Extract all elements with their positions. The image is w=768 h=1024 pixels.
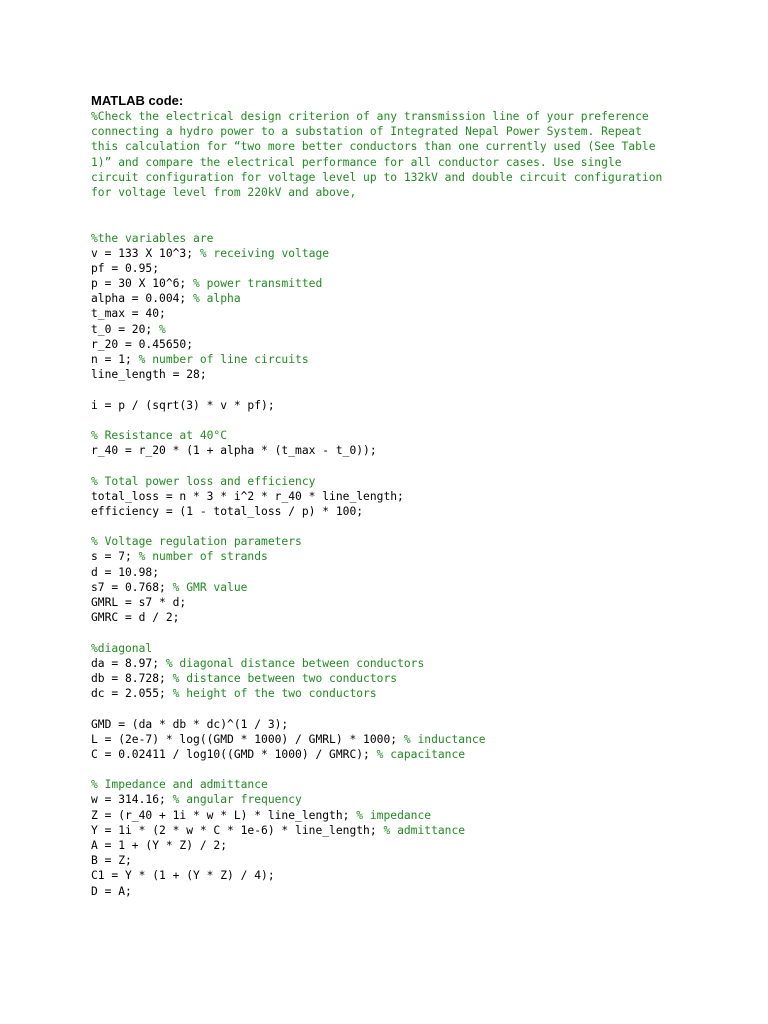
- code-comment: % admittance: [383, 823, 466, 837]
- code-line: [91, 306, 751, 321]
- intro-comment-line: for voltage level from 220kV and above,: [91, 185, 357, 199]
- code-statement: w = 314.16;: [91, 793, 173, 807]
- code-line: [91, 580, 751, 595]
- code-comment: % number of strands: [138, 550, 268, 564]
- code-comment: % diagonal distance between conductors: [165, 656, 425, 670]
- code-statement: total_loss = n * 3 * i^2 * r_40 * line_length;: [91, 489, 404, 503]
- code-statement: D = A;: [91, 884, 132, 898]
- code-statement: n = 1;: [91, 353, 139, 366]
- code-line: [91, 792, 751, 807]
- code-statement: A = 1 + (Y * Z) / 2;: [91, 839, 228, 852]
- intro-comment-block: [91, 109, 751, 200]
- code-line: [91, 868, 751, 883]
- blank-line: [91, 413, 751, 428]
- code-comment: % Total power loss and efficiency: [91, 474, 316, 488]
- blank-line: [91, 458, 751, 473]
- blank-line: [91, 625, 751, 640]
- code-comment: % Resistance at 40°C: [91, 428, 228, 442]
- code-comment: % receiving voltage: [199, 246, 330, 260]
- code-statement: Z = (r_40 + 1i * w * L) * line_length;: [91, 808, 357, 822]
- code-block: [91, 109, 751, 899]
- intro-comment-line: connecting a hydro power to a substation of Integrated Nepal Power System. Repeat: [91, 125, 642, 139]
- code-line: [91, 671, 751, 686]
- code-line: [91, 777, 751, 792]
- code-statement: alpha = 0.004;: [91, 292, 194, 306]
- code-line: [91, 337, 751, 352]
- code-comment: %diagonal: [91, 641, 153, 655]
- code-comment: % capacitance: [376, 747, 466, 761]
- code-line: [91, 231, 751, 246]
- code-line: [91, 549, 751, 564]
- code-line: [91, 322, 751, 337]
- code-statement: t_0 = 20;: [91, 322, 160, 336]
- document-page: [91, 92, 751, 899]
- code-line: [91, 474, 751, 489]
- code-statement: v = 133 X 10^3;: [91, 246, 200, 260]
- code-comment: %: [159, 322, 166, 336]
- code-line: [91, 808, 751, 823]
- code-line: [91, 823, 751, 838]
- code-comment: % power transmitted: [193, 277, 323, 291]
- blank-line: [91, 519, 751, 534]
- code-line: [91, 352, 751, 367]
- code-line: [91, 838, 751, 853]
- code-statement: Y = 1i * (2 * w * C * 1e-6) * line_length;: [91, 823, 384, 837]
- code-line: [91, 656, 751, 671]
- code-line: [91, 565, 751, 580]
- code-statement: r_20 = 0.45650;: [91, 337, 194, 351]
- code-comment: %the variables are: [91, 231, 214, 245]
- code-comment: % impedance: [356, 808, 432, 822]
- code-line: [91, 747, 751, 762]
- code-lines: [91, 200, 751, 899]
- code-comment: % distance between two conductors: [172, 671, 398, 685]
- code-statement: GMRL = s7 * d;: [91, 596, 187, 609]
- code-statement: r_40 = r_20 * (1 + alpha * (t_max - t_0));: [91, 444, 377, 458]
- code-line: [91, 534, 751, 549]
- code-comment: % number of line circuits: [138, 353, 309, 366]
- code-comment: % inductance: [403, 732, 486, 746]
- code-statement: db = 8.728;: [91, 671, 173, 685]
- document-heading: MATLAB code:: [91, 93, 184, 108]
- code-line: [91, 853, 751, 868]
- code-line: [91, 610, 751, 625]
- code-statement: L = (2e-7) * log((GMD * 1000) / GMRL) * 1000;: [91, 732, 404, 746]
- code-line: [91, 276, 751, 291]
- code-line: [91, 686, 751, 701]
- code-comment: % angular frequency: [172, 793, 302, 807]
- code-statement: pf = 0.95;: [91, 261, 160, 275]
- code-statement: dc = 2.055;: [91, 687, 173, 701]
- code-statement: GMD = (da * db * dc)^(1 / 3);: [91, 717, 289, 731]
- code-statement: C = 0.02411 / log10((GMD * 1000) / GMRC);: [91, 747, 377, 761]
- code-statement: C1 = Y * (1 + (Y * Z) / 4);: [91, 869, 275, 883]
- intro-comment-line: %Check the electrical design criterion of any transmission line of your preference: [91, 110, 649, 123]
- code-comment: % Impedance and admittance: [91, 778, 268, 792]
- code-statement: s7 = 0.768;: [91, 580, 173, 594]
- blank-line: [91, 382, 751, 397]
- code-statement: t_max = 40;: [91, 307, 166, 321]
- code-line: [91, 489, 751, 504]
- blank-line: [91, 701, 751, 716]
- code-comment: % alpha: [193, 292, 241, 306]
- code-line: [91, 504, 751, 519]
- code-line: [91, 398, 751, 413]
- intro-comment-line: circuit configuration for voltage level up to 132kV and double circuit configuration: [91, 170, 663, 184]
- blank-line: [91, 215, 751, 230]
- code-line: [91, 884, 751, 899]
- code-comment: % Voltage regulation parameters: [91, 535, 302, 549]
- intro-comment-line: this calculation for “two more better conductors than one currently used (See Table: [91, 140, 656, 154]
- code-line: [91, 428, 751, 443]
- code-statement: line_length = 28;: [91, 368, 207, 382]
- code-statement: GMRC = d / 2;: [91, 611, 180, 625]
- code-statement: efficiency = (1 - total_loss / p) * 100;: [91, 504, 364, 518]
- code-line: [91, 595, 751, 610]
- code-line: [91, 291, 751, 306]
- code-line: [91, 261, 751, 276]
- code-statement: d = 10.98;: [91, 565, 160, 579]
- code-line: [91, 246, 751, 261]
- intro-comment-line: 1)” and compare the electrical performance for all conductor cases. Use single: [91, 155, 622, 169]
- code-line: [91, 367, 751, 382]
- code-line: [91, 443, 751, 458]
- code-statement: B = Z;: [91, 854, 132, 868]
- code-statement: da = 8.97;: [91, 656, 166, 670]
- code-comment: % GMR value: [172, 580, 248, 594]
- blank-line: [91, 200, 751, 215]
- blank-line: [91, 762, 751, 777]
- code-line: [91, 641, 751, 656]
- code-line: [91, 717, 751, 732]
- code-comment: % height of the two conductors: [172, 687, 377, 701]
- code-statement: p = 30 X 10^6;: [91, 277, 194, 291]
- code-line: [91, 732, 751, 747]
- code-statement: s = 7;: [91, 550, 139, 564]
- code-statement: i = p / (sqrt(3) * v * pf);: [91, 398, 275, 412]
